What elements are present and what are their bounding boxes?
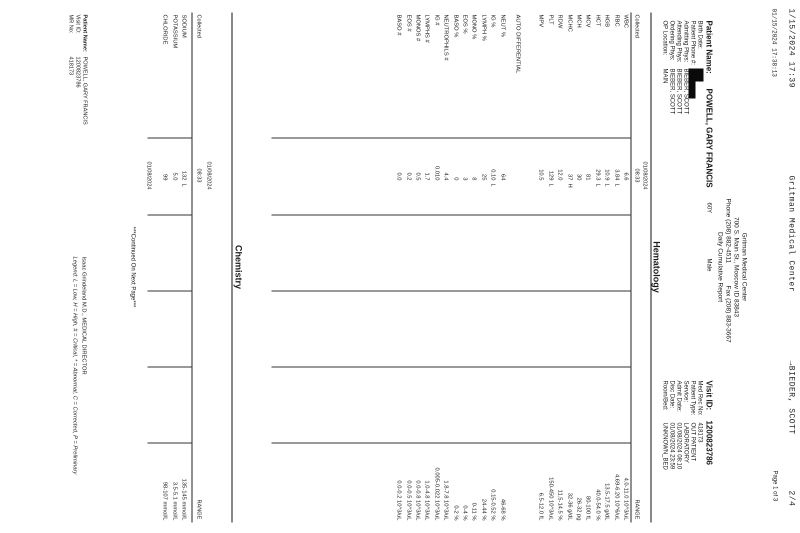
table-row xyxy=(522,15,536,521)
test-flag xyxy=(169,181,178,194)
table-row xyxy=(394,15,403,521)
test-flag xyxy=(536,181,545,194)
test-value: 37 xyxy=(566,174,573,181)
facility-phone: Phone (208) 882-4511 xyxy=(724,198,732,264)
table-row xyxy=(403,15,412,521)
test-value: 99 xyxy=(161,174,168,181)
subsection-title: AUTO DIFFERENTIAL xyxy=(514,14,521,74)
field-value: BIEBER, SCOTT xyxy=(682,68,689,115)
field-value: MAIN xyxy=(661,68,668,84)
test-range: 11.5-14.5 % xyxy=(556,489,563,521)
test-range: 150-450 10^3/uL xyxy=(547,477,554,521)
test-flag xyxy=(431,181,440,194)
collection-date: 01/08/2024 xyxy=(205,161,212,190)
test-name: HCT xyxy=(594,14,601,27)
table-row xyxy=(545,15,554,521)
table-row xyxy=(573,15,582,521)
fax-recipient: →BIEDER, SCOTT xyxy=(786,360,796,435)
field-value: OUT PATIENT xyxy=(689,422,696,462)
test-value: 129 xyxy=(547,170,554,181)
test-flag xyxy=(412,181,421,194)
table-row xyxy=(583,15,592,521)
test-range: 0-2 % xyxy=(452,505,459,521)
test-range: 1.8-7.8 10^3/uL xyxy=(442,480,449,521)
table-row xyxy=(564,15,573,521)
collection-time: 08:33 xyxy=(195,168,202,183)
test-value: 0.5 xyxy=(414,172,421,181)
divider xyxy=(631,13,632,523)
test-name: MONOS # xyxy=(414,14,421,42)
test-flag xyxy=(422,181,431,194)
legend: Legend: L = Low, H = High, # = Critical, * = Abnormal, C = Corrected, P = Preliminary xyxy=(71,256,78,475)
table-row xyxy=(169,15,178,521)
collected-label: Collected xyxy=(633,14,640,38)
field-label: Room/Bed: xyxy=(661,380,668,411)
test-value: 0.010 xyxy=(433,165,440,181)
test-range: 3.5-5.1 mmol/L xyxy=(171,481,178,521)
test-value: 10.5 xyxy=(537,169,544,181)
table-row xyxy=(412,15,421,521)
table-row xyxy=(459,15,468,521)
patient-field-row xyxy=(661,21,668,161)
redaction-block xyxy=(689,69,696,99)
rotated-report-page xyxy=(0,1,800,533)
test-name: HGB xyxy=(603,14,610,28)
test-flag xyxy=(469,181,478,194)
test-value: 0.0 xyxy=(395,172,402,181)
test-range: 1.0-4.8 10^3/uL xyxy=(424,480,430,521)
test-range: 0.0-0.5 10^3/uL xyxy=(405,480,412,521)
patient-name: POWELL, GARY FRANCIS xyxy=(704,88,714,188)
test-range: 0.0-0.8 10^3/uL xyxy=(414,480,421,521)
test-range: 0.0-0.2 10^3/uL xyxy=(395,480,402,521)
test-range: 0-11 % xyxy=(470,502,477,521)
test-name: IG % xyxy=(489,14,496,28)
table-row xyxy=(536,15,545,521)
footer-value: 418173 xyxy=(67,56,74,76)
patient-field-row xyxy=(682,21,689,161)
visit-fields xyxy=(661,381,703,521)
test-flag: L xyxy=(613,183,620,187)
test-flag xyxy=(159,181,168,194)
field-label: Admit Date: xyxy=(675,380,682,412)
field-label: Service: xyxy=(682,380,689,403)
field-label: Admitting Phys: xyxy=(682,20,689,63)
table-row xyxy=(506,15,512,521)
table-row xyxy=(512,15,521,521)
table-row xyxy=(554,15,563,521)
test-flag xyxy=(583,181,592,194)
test-name: CHLORIDE xyxy=(161,14,168,45)
test-range: 32-36 g/dL xyxy=(566,492,573,521)
test-name: BASO # xyxy=(395,14,402,36)
table-row xyxy=(431,15,440,521)
test-flag: H xyxy=(566,183,573,188)
test-range: 40.0-54.0 % xyxy=(594,489,601,521)
visit-field-row xyxy=(675,381,682,521)
visit-id: 1200823786 xyxy=(704,420,714,465)
table-row xyxy=(620,15,629,521)
divider xyxy=(192,13,193,523)
test-value: 132 xyxy=(180,170,187,181)
patient-age: 60Y xyxy=(705,202,712,214)
test-value: 6.6 xyxy=(622,172,629,181)
footer-label: Visit ID: xyxy=(74,14,81,34)
test-value: 25 xyxy=(480,174,487,181)
field-label: Patient Type: xyxy=(689,380,696,416)
table-row xyxy=(450,15,459,521)
test-value: 3.84 xyxy=(613,169,620,181)
collected-label: Collected xyxy=(195,14,202,38)
footer-label: MR No: xyxy=(67,14,74,34)
test-range: 80-100 fL xyxy=(584,496,591,521)
table-row xyxy=(440,15,449,521)
visit-field-row xyxy=(661,381,668,521)
visit-field-row xyxy=(689,381,696,521)
test-name: MCHC xyxy=(566,14,573,32)
test-name: LYMPHS # xyxy=(424,14,430,43)
field-label: Disc Date: xyxy=(668,380,675,409)
test-range: 0.15-0.52 % xyxy=(489,489,496,521)
table-row xyxy=(592,15,601,521)
patient-field-row xyxy=(675,21,682,161)
table-row xyxy=(601,15,610,521)
test-value: 8 xyxy=(470,177,477,181)
table-row xyxy=(497,15,506,521)
field-value: 01/08/2024 08:10 xyxy=(675,422,682,470)
table-row xyxy=(487,15,496,521)
fax-center: Gritman Medical Center xyxy=(786,175,796,293)
test-range: 135-145 mmol/L xyxy=(180,478,187,521)
test-value: 3 xyxy=(461,177,468,181)
field-value: BIEBER, SCOTT xyxy=(675,68,682,115)
patient-name-label: Patient Name: xyxy=(704,20,714,74)
table-row xyxy=(422,15,431,521)
test-range: 4.0-11.0 10^3/uL xyxy=(622,477,629,521)
test-value: 1.7 xyxy=(424,172,430,181)
continued-note: ***Continued On Next Page*** xyxy=(129,226,136,308)
footer-patient-block xyxy=(67,15,88,125)
field-value: 418173 xyxy=(696,422,703,443)
fax-page-counter: 2/4 xyxy=(786,490,796,507)
field-value: BIEBER, SCOTT xyxy=(668,68,675,115)
test-value: 0.2 xyxy=(405,172,412,181)
test-value: 0.10 xyxy=(489,169,496,181)
test-name: RDW xyxy=(556,14,563,29)
test-name: EOS # xyxy=(405,14,412,32)
patient-field-row xyxy=(696,21,703,161)
test-name: BASO % xyxy=(452,14,459,38)
chemistry-table xyxy=(159,15,187,521)
range-label: RANGE xyxy=(195,499,202,520)
collection-date: 01/08/2024 xyxy=(641,161,648,190)
report-title: Daily Cumulative Report xyxy=(716,231,724,303)
test-name: NEUT % xyxy=(499,14,506,37)
test-name: RBC xyxy=(613,14,620,27)
footer-value: POWELL, GARY FRANCIS xyxy=(81,56,88,125)
print-stamp: 01/15/2024 17:38:13 xyxy=(770,8,778,77)
field-label: Attending Phys: xyxy=(675,20,682,63)
table-row xyxy=(469,15,478,521)
test-flag xyxy=(478,181,487,194)
test-flag xyxy=(497,181,506,194)
test-flag xyxy=(554,181,563,194)
table-row xyxy=(478,15,487,521)
test-flag xyxy=(403,181,412,194)
test-range: 4.69-6.20 10^6/uL xyxy=(613,473,620,521)
page-of: Page 1 of 3 xyxy=(771,470,778,502)
test-name: POTASSIUM xyxy=(171,14,178,49)
test-range: 24-44 % xyxy=(480,498,487,521)
test-range: 6.5-12.0 fL xyxy=(537,492,544,521)
footer-value: 1200823786 xyxy=(74,56,81,88)
table-row xyxy=(611,15,620,521)
test-name: SODIUM xyxy=(180,14,187,38)
test-name: WBC xyxy=(622,14,629,29)
test-range: 13.5-17.5 g/dL xyxy=(603,483,610,521)
test-flag: L xyxy=(603,183,610,187)
test-name: MCH xyxy=(575,14,582,28)
visit-field-row xyxy=(668,381,675,521)
visit-field-row xyxy=(682,381,689,521)
test-flag xyxy=(394,181,403,194)
test-name: MCV xyxy=(584,14,591,28)
test-flag: L xyxy=(489,183,496,187)
test-range: 0.005-0.022 10^3/uL xyxy=(433,467,440,521)
patient-field-row xyxy=(668,21,675,161)
test-value: 5.0 xyxy=(171,172,178,181)
test-range: 46-68 % xyxy=(499,498,506,521)
test-range: 98-107 mmol/L xyxy=(161,481,168,521)
facility-name: Gritman Medical Center xyxy=(740,232,748,302)
test-value: 30 xyxy=(575,174,582,181)
test-name: LYMPH % xyxy=(480,14,487,41)
test-value: 64 xyxy=(499,174,506,181)
patient-fields xyxy=(661,21,703,161)
field-label: Ordering Phys: xyxy=(668,20,675,61)
test-value: 0 xyxy=(452,177,459,181)
test-name: MONO % xyxy=(470,14,477,40)
test-value: 81 xyxy=(584,174,591,181)
test-flag xyxy=(440,181,449,194)
chemistry-footer-date: 01/08/2024 xyxy=(145,161,152,190)
facility-fax: Fax (208) 883-3667 xyxy=(724,285,732,343)
field-value: LABORATORY xyxy=(682,422,689,463)
test-name: MPV xyxy=(537,14,544,28)
test-flag xyxy=(459,181,468,194)
section-title-hematology: Hematology xyxy=(651,241,662,293)
fax-datetime: 1/15/2024 17:39 xyxy=(786,8,796,89)
footer-label: Patient Name: xyxy=(81,14,88,52)
test-range: 26-32 pg xyxy=(575,497,582,521)
test-flag: L xyxy=(594,183,601,187)
test-value: 4.4 xyxy=(442,172,449,181)
visit-id-label: Visit ID: xyxy=(704,380,714,411)
test-name: PLT xyxy=(547,14,554,25)
patient-sex: Male xyxy=(705,258,712,272)
hematology-table xyxy=(394,15,630,521)
field-label: Patient Phone #: xyxy=(689,20,696,65)
range-label: RANGE xyxy=(633,499,640,520)
field-value: 01/08/2024 23:59 xyxy=(668,422,675,470)
table-row xyxy=(178,15,187,521)
test-name: NEUTROPHILS # xyxy=(442,14,449,61)
section-title-chemistry: Chemistry xyxy=(233,244,244,289)
field-value: UNKNOWN_BED xyxy=(661,422,668,470)
test-flag xyxy=(450,181,459,194)
field-label: Birth Date: xyxy=(696,20,703,49)
test-name: EOS % xyxy=(461,14,468,34)
field-label: OP Location: xyxy=(661,20,668,56)
test-flag: L xyxy=(180,183,187,187)
medical-director: Isaac Grindeland M.D., MEDICAL DIRECTOR xyxy=(80,256,87,375)
field-label: Med Rec No: xyxy=(696,380,703,416)
facility-address: 700 S. Main St., Moscow ID 83843 xyxy=(732,216,740,318)
test-range: 0-4 % xyxy=(461,505,468,521)
visit-field-row xyxy=(696,381,703,521)
test-flag xyxy=(620,181,629,194)
test-value: 10.9 xyxy=(603,169,610,181)
test-name: IG # xyxy=(433,14,440,26)
table-row xyxy=(159,15,168,521)
test-flag: L xyxy=(547,183,554,187)
collection-time: 08:33 xyxy=(633,168,640,183)
test-value: 29.3 xyxy=(594,169,601,181)
test-value: 12.0 xyxy=(556,169,563,181)
test-flag xyxy=(573,181,582,194)
